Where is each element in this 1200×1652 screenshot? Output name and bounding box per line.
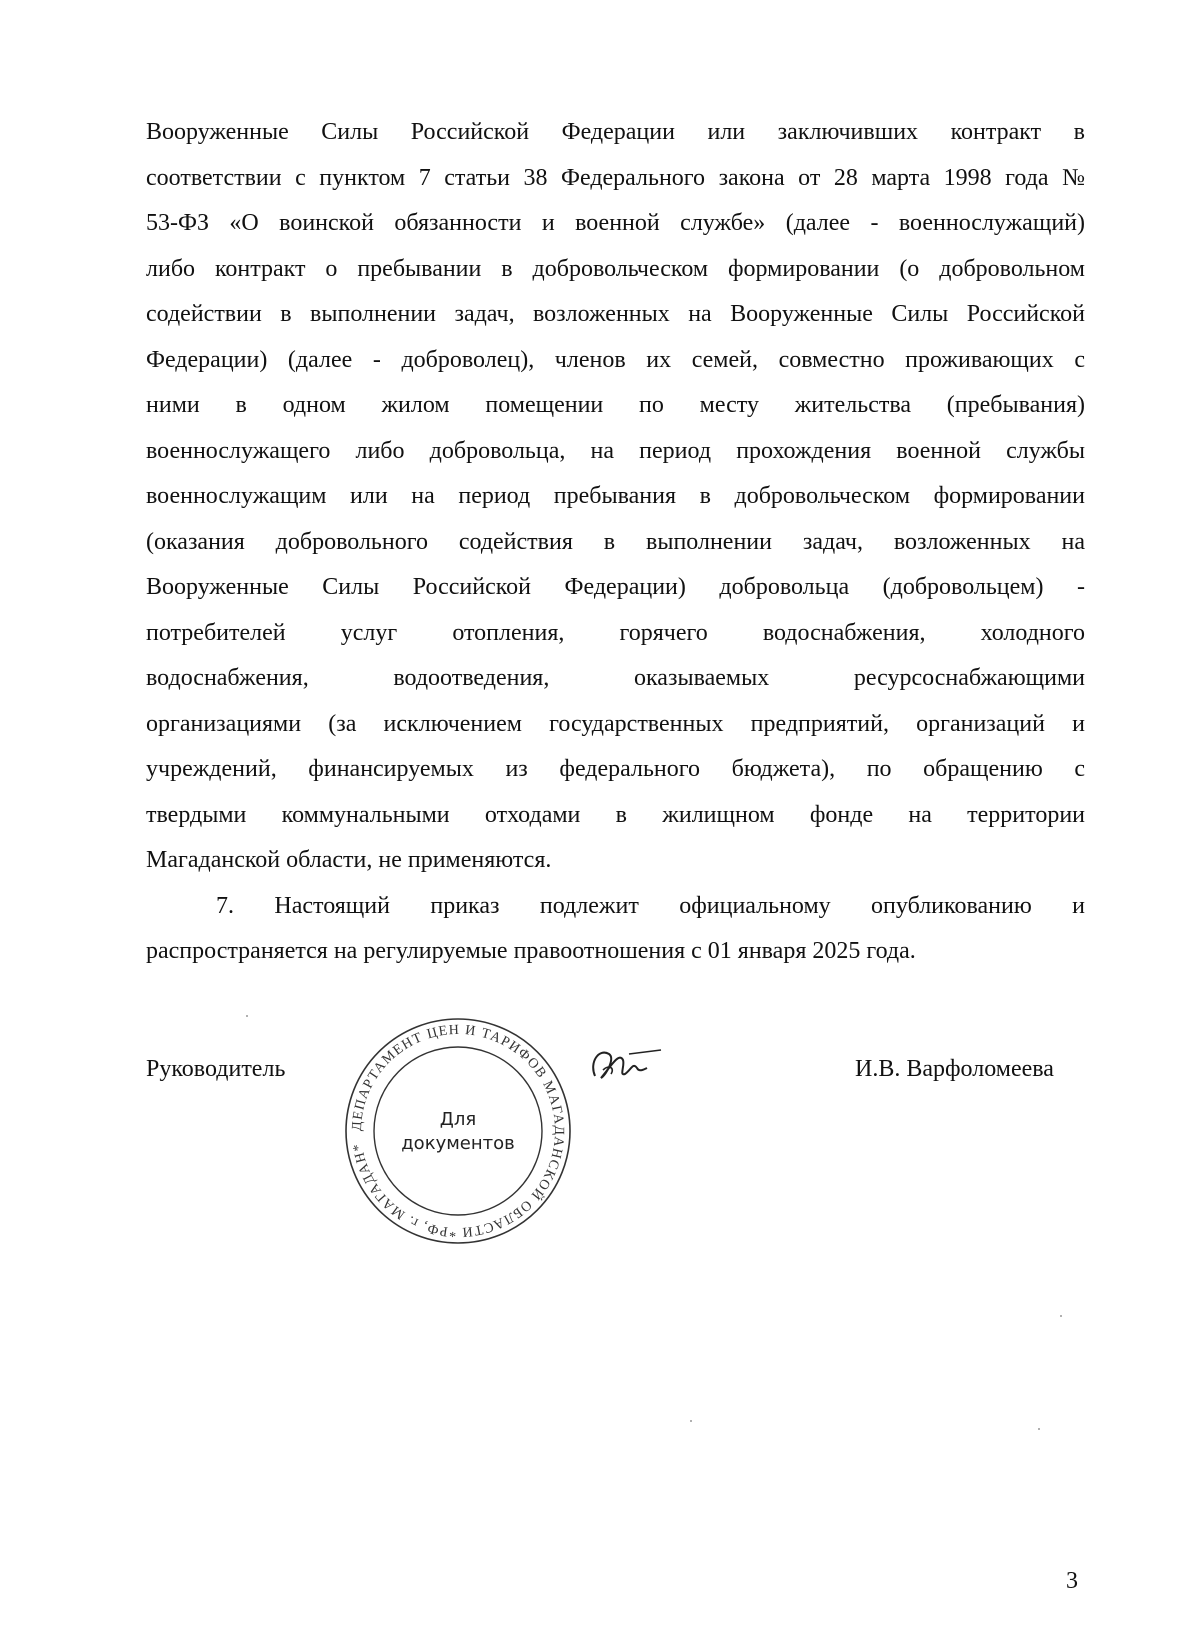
text-line: организациями (за исключением государственных предприятий, организаций и (146, 710, 1085, 737)
paragraph-7-line: распространяется на регулируемые правоотношения с 01 января 2025 года. (146, 938, 916, 964)
text-line: военнослужащим или на период пребывания в добровольческом формировании (146, 483, 1085, 509)
text-line: потребителей услуг отопления, горячего водоснабжения, холодного (146, 619, 1085, 646)
text-line: водоснабжения, водоотведения, оказываемых ресурсоснабжающими (146, 665, 1085, 691)
paragraph-7-line: 7. Настоящий приказ подлежит официальному опубликованию и (216, 892, 1085, 919)
svg-text:ДЕПАРТАМЕНТ ЦЕН И ТАРИФОВ МАГА: ДЕПАРТАМЕНТ ЦЕН И ТАРИФОВ МАГАДАНСКОЙ ОБЛАСТИ *РФ, г. МАГАДАН* (349, 1022, 567, 1240)
text-line: Федерации) (далее - доброволец), членов их семей, совместно проживающих с (146, 346, 1085, 373)
text-line: ними в одном жилом помещении по месту жительства (пребывания) (146, 392, 1085, 418)
official-seal (342, 1015, 574, 1247)
text-line: Вооруженные Силы Российской Федерации) добровольца (добровольцем) - (146, 574, 1085, 600)
text-line: (оказания добровольного содействия в выполнении задач, возложенных на (146, 528, 1085, 555)
text-line: военнослужащего либо добровольца, на период прохождения военной службы (146, 437, 1085, 464)
body-text (146, 110, 1085, 975)
text-line: Магаданской области, не применяются. (146, 847, 552, 873)
text-line: твердыми коммунальными отходами в жилищном фонде на территории (146, 801, 1085, 828)
scan-speck (246, 1015, 248, 1017)
signatory-title: Руководитель (146, 1056, 286, 1082)
page-number: 3 (1066, 1568, 1078, 1594)
svg-text:документов: документов (401, 1133, 515, 1154)
text-line: 53-ФЗ «О воинской обязанности и военной службе» (далее - военнослужащий) (146, 210, 1085, 236)
scan-speck (690, 1420, 692, 1422)
text-line: соответствии с пунктом 7 статьи 38 Федерального закона от 28 марта 1998 года № (146, 164, 1085, 191)
text-line: либо контракт о пребывании в добровольческом формировании (о добровольном (146, 255, 1085, 282)
text-line: Вооруженные Силы Российской Федерации или заключивших контракт в (146, 119, 1085, 145)
scan-speck (1060, 1315, 1062, 1317)
svg-text:Для: Для (439, 1109, 477, 1130)
signatory-name: И.В. Варфоломеева (855, 1056, 1054, 1082)
text-line: содействии в выполнении задач, возложенных на Вооруженные Силы Российской (146, 301, 1085, 327)
handwritten-signature (585, 1040, 665, 1090)
text-line: учреждений, финансируемых из федерального бюджета), по обращению с (146, 756, 1085, 782)
scan-speck (1038, 1428, 1040, 1430)
